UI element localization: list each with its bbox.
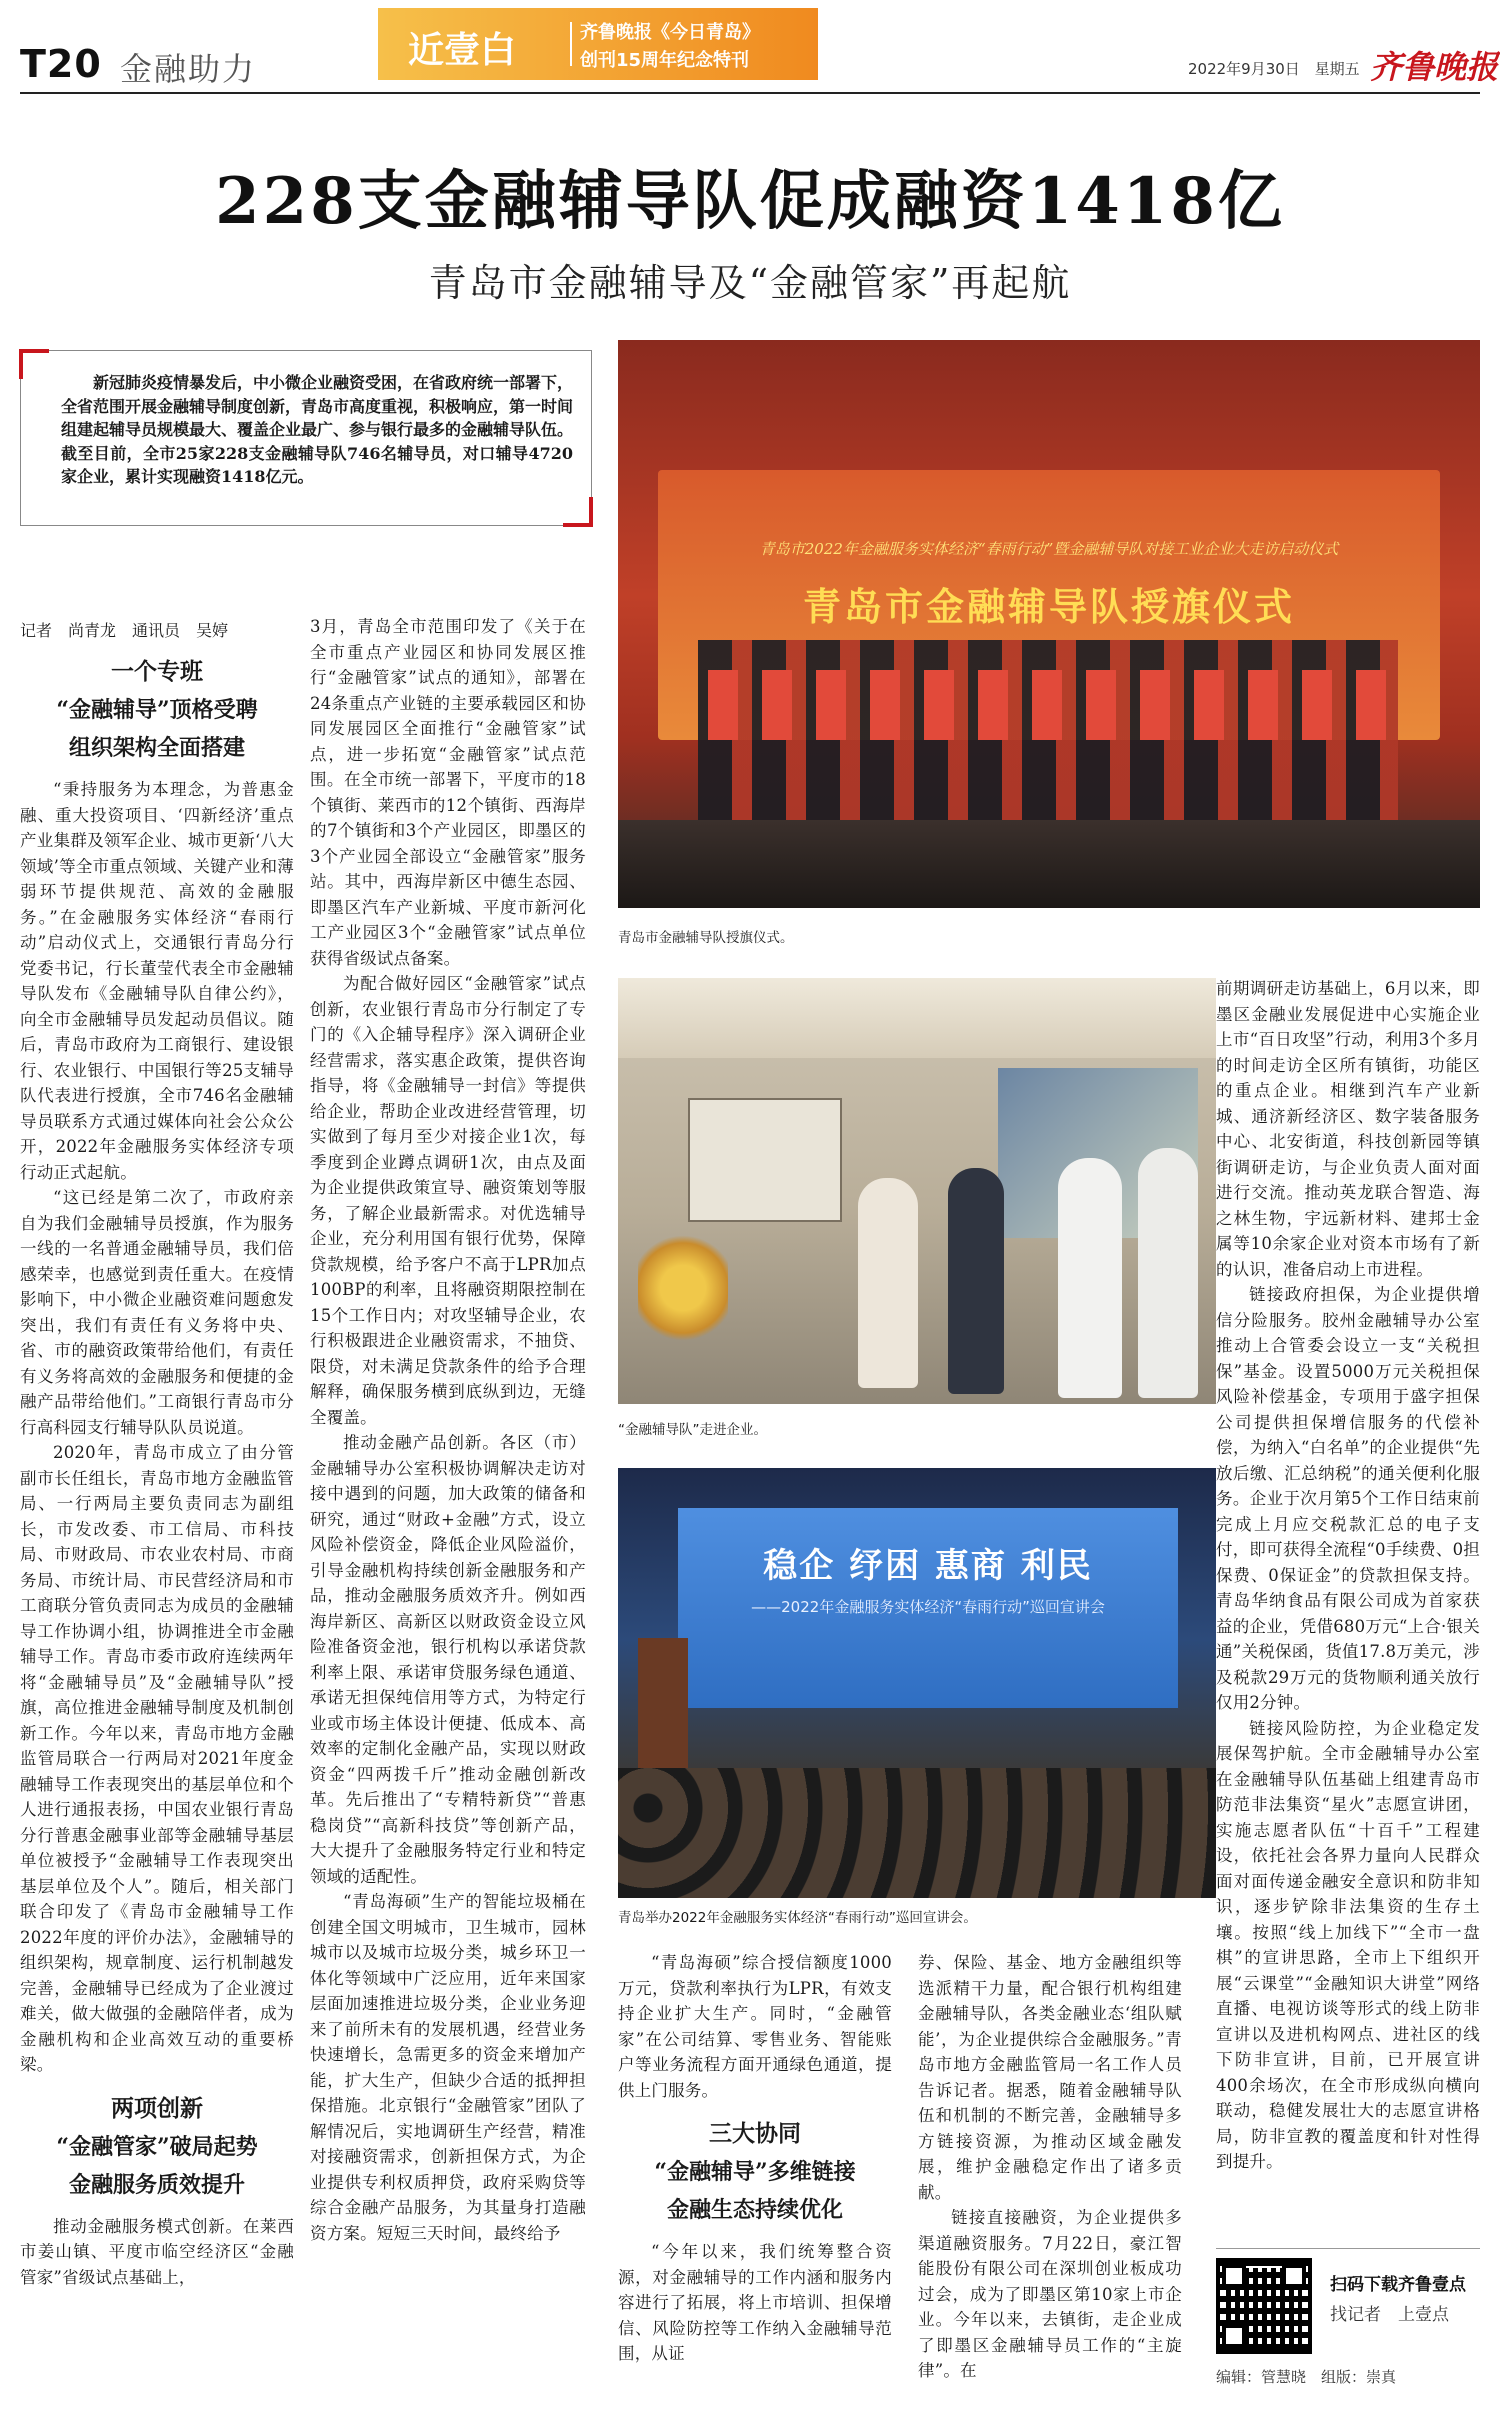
section3-title-line1: “金融辅导”多维链接 [654, 2159, 856, 2185]
byline: 记者 尚青龙 通讯员 吴婷 [20, 621, 229, 640]
issue-date [1188, 58, 1360, 79]
section3-heading [618, 2115, 892, 2229]
subheadline: 青岛市金融辅导及“金融管家”再起航 [428, 261, 1072, 305]
visit-person-4 [1138, 1148, 1198, 1398]
visit-person-1 [858, 1178, 918, 1388]
visit-flowers [638, 1228, 728, 1348]
column-5 [1216, 976, 1480, 2175]
column-4 [918, 1950, 1182, 2384]
lead-text: 新冠肺炎疫情暴发后，中小微企业融资受困，在省政府统一部署下，全省范围开展金融辅导制度创新，青岛市高度重视，积极响应，第一时间组建起辅导员规模最大、覆盖企业最广、参与银行最多的金融辅导队伍。截至目前，全市25家228支金融辅导队746名辅导员，对口辅导4720家企业，累计实现融资1418亿元。 [61, 373, 574, 486]
roadshow-audience [618, 1768, 1216, 1898]
banner-line1: 齐鲁晚报《今日青岛》 [580, 22, 760, 43]
section1-heading [20, 653, 294, 767]
col1-paragraph: “秉持服务为本理念，为普惠金融、重大投资项目、‘四新经济’重点产业集群及领军企业、城市更新‘八大领域’等全市重点领域、关键产业和薄弱环节提供规范、高效的金融服务。”在金融服务实体经济“春雨行动”启动仪式上，交通银行青岛分行党委书记，行长董莹代表全市金融辅导队发布《金融辅导队自律公约》，向全市金融辅导员发起动员倡议。随后，青岛市政府为工商银行、建设银行、农业银行、中国银行等25支辅导队代表进行授旗，全市746名金融辅导员联系方式通过媒体向社会公众公开，2022年金融服务实体经济专项行动正式起航。 [20, 780, 294, 1182]
section3-kicker: 三大协同 [709, 2120, 801, 2147]
section2-title-line1: “金融管家”破局起势 [56, 2133, 258, 2160]
lead-box [20, 350, 592, 526]
qr-finder-tr [1282, 2264, 1306, 2288]
col2-paragraph: 3月，青岛全市范围印发了《关于在全市重点产业园区和协同发展区推行“金融管家”试点的通知》，部署在24条重点产业链的主要承载园区和协同发展园区全面推行“金融管家”试点，进一步拓宽“金融管家”试点范围。在全市统一部署下，平度市的18个镇街、莱西市的12个镇街、西海岸的7个镇街和3个产业园区，即墨区的3个产业园全部设立“金融管家”服务站。其中，西海岸新区中德生态园、即墨区汽车产业新城、平度市新河化工产业园区3个“金融管家”试点单位获得省级试点备案。 [310, 617, 586, 968]
section3-title-line2: 金融生态持续优化 [666, 2197, 843, 2223]
page-number: T20 [20, 42, 102, 86]
column-2 [310, 614, 586, 2246]
col2-paragraph: 为配合做好园区“金融管家”试点创新，农业银行青岛市分行制定了专门的《入企辅导程序》深入调研企业经营需求，落实惠企政策，提供咨询指导，将《金融辅导一封信》等提供给企业，帮助企业改进经营管理，切实做到了每月至少对接企业1次，每季度到企业蹲点调研1次，由点及面为企业提供政策宣导、融资策划等服务，了解企业最新需求。对优选辅导企业，充分利用国有银行优势，保障贷款规模，给予客户不高于LPR加点100BP的利率，且将融资期限控制在15个工作日内；对攻坚辅导企业，农行积极跟进企业融资需求，不抽贷、限贷，对未满足贷款条件的给予合理解释，确保服务横到底纵到边，无缝全覆盖。 [310, 974, 586, 1427]
section1-kicker: 一个专班 [111, 658, 203, 685]
qr-finder-tl [1222, 2264, 1246, 2288]
photo-team-visit [618, 978, 1216, 1404]
col2-paragraph: “青岛海硕”生产的智能垃圾桶在创建全国文明城市，卫生城市，园林城市以及城市垃圾分类，城乡环卫一体化等领域中广泛应用，近年来国家层面加速推进垃圾分类，企业业务迎来了前所未有的发展机遇，经营业务快速增长，急需更多的资金来增加产能，扩大生产，但缺少合适的抵押担保措施。北京银行“金融管家”团队了解情况后，实地调研生产经营，精准对接融资需求，创新担保方式，为企业提供专利权质押贷，政府采购贷等综合金融产品服务，为其量身打造融资方案。短短三天时间，最终给予 [310, 1892, 586, 2243]
ceremony-flags-row [708, 670, 1388, 740]
qr-code-icon[interactable] [1216, 2258, 1312, 2354]
visit-person-3 [1058, 1158, 1122, 1398]
photo-flag-ceremony [618, 340, 1480, 908]
qr-label-1: 扫码下载齐鲁壹点 [1330, 2275, 1466, 2295]
roadshow-slogan: 稳企 纾困 惠商 利民 [763, 1546, 1093, 1586]
photo2-caption: “金融辅导队”走进企业。 [618, 1422, 767, 1438]
col2-paragraph: 推动金融产品创新。各区（市）金融辅导办公室积极协调解决走访对接中遇到的问题，加大政策的储备和研究，通过“财政+金融”方式，设立风险补偿资金，降低企业风险溢价，引导金融机构持续创新金融服务和产品，推动金融服务质效齐升。例如西海岸新区、高新区以财政资金设立风险准备资金池，银行机构以承诺贷款利率上限、承诺审贷服务绿色通道、承诺无担保纯信用等方式，为特定行业或市场主体设计便捷、低成本、高效率的定制化金融产品，实现以财政资金“四两拨千斤”推动金融创新改革。先后推出了“专精特新贷”“普惠稳岗贷”“高新科技贷”等创新产品，大大提升了金融服务特定行业和特定领域的适配性。 [310, 1433, 586, 1886]
col3-paragraph: “今年以来，我们统筹整合资源，对金融辅导的工作内涵和服务内容进行了拓展，将上市培训、担保增信、风险防控等工作纳入金融辅导范围，从证 [618, 2242, 892, 2363]
photo3-caption: 青岛举办2022年金融服务实体经济“春雨行动”巡回宣讲会。 [618, 1910, 977, 1926]
col1-paragraph: 2020年，青岛市成立了由分管副市长任组长，青岛市地方金融监管局、一行两局主要负责同志为副组长，市发改委、市工信局、市科技局、市财政局、市农业农村局、市商务局、市统计局、市民营经济局和市工商联分管负责同志为成员的金融辅导工作协调小组，协调推进全市金融辅导工作。青岛市委市政府连续两年将“金融辅导员”及“金融辅导队”授旗，高位推进金融辅导制度及机制创新工作。今年以来，青岛市地方金融监管局联合一行两局对2021年度金融辅导工作表现突出的基层单位和个人进行通报表扬，中国农业银行青岛分行普惠金融事业部等金融辅导基层单位被授予“金融辅导工作表现突出基层单位及个人”。随后，相关部门联合印发了《青岛市金融辅导工作2022年度的评价办法》，金融辅导的组织架构，规章制度、运行机制越发完善，金融辅导已经成为了企业渡过难关，做大做强的金融陪伴者，成为金融机构和企业高效互动的重要桥梁。 [20, 1443, 294, 2074]
col5-paragraph: 前期调研走访基础上，6月以来，即墨区金融业发展促进中心实施企业上市“百日攻坚”行动，利用3个多月的时间走访全区所有镇街，功能区的重点企业。相继到汽车产业新城、通济新经济区、数字装备服务中心、北安街道，科技创新园等镇街调研走访，与企业负责人面对面进行交流。推动英龙联合智造、海之林生物，宇远新材料、建邦士金属等10余家企业对资本市场有了新的认识，准备启动上市进程。 [1216, 979, 1480, 1279]
ceremony-banner-top: 青岛市2022年金融服务实体经济“春雨行动”暨金融辅导队对接工业企业大走访启动仪式 [759, 540, 1339, 558]
section2-heading [20, 2090, 294, 2204]
qr-label-2: 找记者 上壹点 [1330, 2305, 1449, 2325]
ceremony-floor [618, 820, 1480, 908]
column-3 [618, 1950, 892, 2367]
section1-title-line2: 组织架构全面搭建 [68, 735, 245, 761]
col4-paragraph: 券、保险、基金、地方金融组织等选派精干力量，配合银行机构组建金融辅导队，各类金融业态‘组队赋能’，为企业提供综合金融服务。”青岛市地方金融监管局一名工作人员告诉记者。据悉，随着金融辅导队伍和机制的不断完善，金融辅导多方链接资源，为推动区域金融发展，维护金融稳定作出了诸多贡献。 [918, 1953, 1182, 2202]
weekday-text: 星期五 [1314, 60, 1360, 78]
visit-display-board [688, 1098, 842, 1222]
column-1 [20, 618, 294, 2290]
newspaper-logo: 齐鲁晚报 [1370, 48, 1499, 86]
headline: 228支金融辅导队促成融资1418亿 [215, 164, 1285, 239]
section2-title-line2: 金融服务质效提升 [68, 2171, 245, 2198]
lead-corner-tl [19, 349, 49, 379]
qr-finder-bl [1222, 2324, 1246, 2348]
section1-title-line1: “金融辅导”顶格受聘 [56, 697, 258, 723]
col3-paragraph: “青岛海硕”综合授信额度1000万元，贷款利率执行为LPR，有效支持企业扩大生产。同时，“金融管家”在公司结算、零售业务、智能账户等业务流程方面开通绿色通道，提供上门服务。 [618, 1953, 892, 2100]
header-rule [20, 92, 1480, 94]
col1-paragraph: 推动金融服务模式创新。在莱西市姜山镇、平度市临空经济区“金融管家”省级试点基础上， [20, 2216, 294, 2287]
editor-credit: 编辑：管慧晓 组版：崇真 [1216, 2368, 1397, 2386]
col1-paragraph: “这已经是第二次了，市政府亲自为我们金融辅导员授旗，作为服务一线的一名普通金融辅导员，我们倍感荣幸，也感觉到责任重大。在疫情影响下，中小微企业融资难问题愈发突出，我们有责任有义务将中央、省、市的融资政策带给他们，有责任有义务将高效的金融服务和便捷的金融产品带给他们。”工商银行青岛市分行高科园支行辅导队队员说道。 [20, 1188, 294, 1437]
banner-divider [570, 22, 572, 66]
anniversary-banner [378, 8, 818, 80]
banner-line2: 创刊15周年纪念特刊 [580, 50, 750, 71]
visit-ceiling-lights [618, 978, 1216, 1058]
banner-logo: 近壹白 [408, 29, 517, 71]
col5-paragraph: 链接政府担保，为企业提供增信分险服务。胶州金融辅导办公室推动上合管委会设立一支“关税担保”基金。设置5000万元关税担保风险补偿基金，专项用于盛字担保公司提供担保增信服务的代偿补偿，为纳入“白名单”的企业提供“先放后缴、汇总纳税”的通关便利化服务。企业于次月第5个工作日结束前完成上月应交税款汇总的电子支付，即可获得全流程“0手续费、0担保费、0保证金”的贷款担保支持。青岛华纳食品有限公司成为首家获益的企业，凭借680万元“上合·银关通”关税保函，货值17.8万美元，涉及税款29万元的货物顺利通关放行仅用2分钟。 [1216, 1285, 1480, 1712]
section-name: 金融助力 [120, 50, 257, 88]
col4-paragraph: 链接直接融资，为企业提供多渠道融资服务。7月22日，豪江智能股份有限公司在深圳创业板成功过会，成为了即墨区第10家上市企业。今年以来，去镇街，走企业成了即墨区金融辅导员工作的“主旋律”。在 [918, 2208, 1182, 2380]
date-text: 2022年9月30日 [1188, 60, 1300, 78]
footer-rule [1216, 2248, 1480, 2249]
roadshow-podium [638, 1638, 688, 1768]
ceremony-banner-main: 青岛市金融辅导队授旗仪式 [802, 584, 1295, 629]
section2-kicker: 两项创新 [111, 2094, 203, 2122]
col5-paragraph: 链接风险防控，为企业稳定发展保驾护航。全市金融辅导办公室在金融辅导队伍基础上组建青岛市防范非法集资“星火”志愿宣讲团，实施志愿者队伍“十百千”工程建设，依托社会各界力量向人民群众面对面传递金融安全意识和防非知识，逐步铲除非法集资的生存土壤。按照“线上加线下”“全市一盘棋”的宣讲思路，全市上下组织开展“云课堂”“金融知识大讲堂”网络直播、电视访谈等形式的线上防非宣讲以及进机构网点、进社区的线下防非宣讲，目前，已开展宣讲400余场次，在全市形成纵向横向联动，稳健发展壮大的志愿宣讲格局，防非宣教的覆盖度和针对性得到提升。 [1216, 1718, 1480, 2171]
visit-person-2 [948, 1168, 1004, 1394]
photo1-caption: 青岛市金融辅导队授旗仪式。 [618, 930, 794, 946]
roadshow-subtitle: ——2022年金融服务实体经济“春雨行动”巡回宣讲会 [751, 1598, 1105, 1616]
lead-corner-br [563, 497, 593, 527]
photo-roadshow [618, 1468, 1216, 1898]
